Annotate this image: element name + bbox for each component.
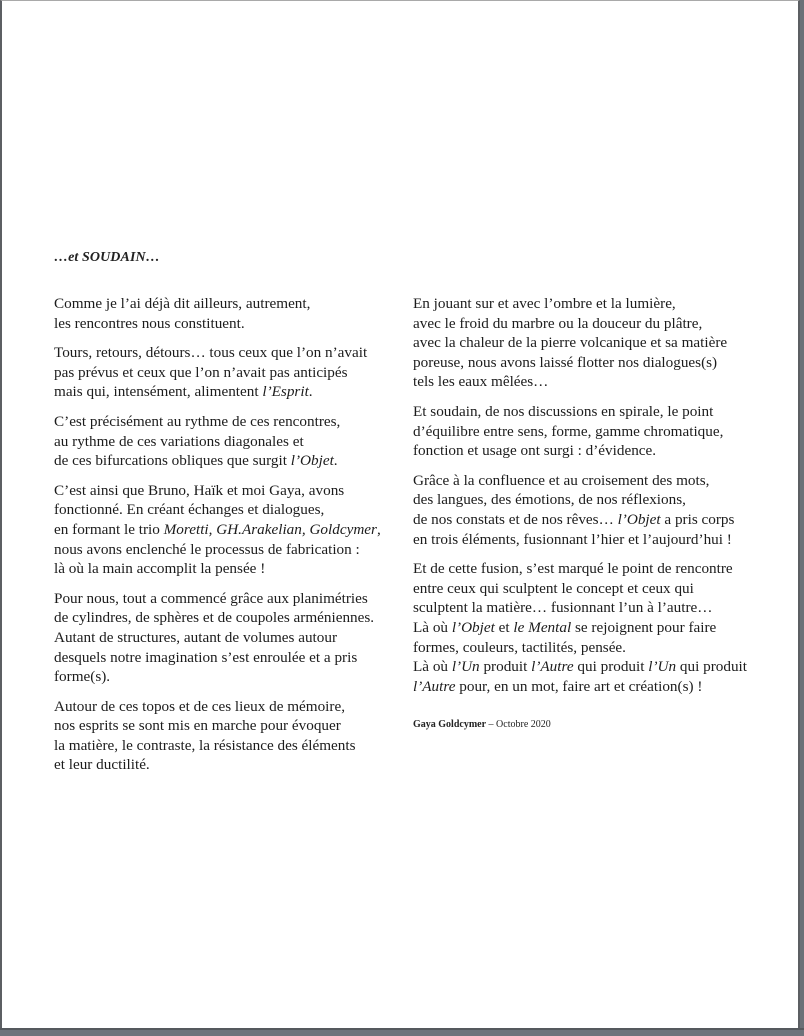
text-run: au rythme de ces variations diagonales et bbox=[54, 432, 304, 450]
paragraph bbox=[54, 481, 404, 579]
text-line bbox=[413, 598, 763, 618]
text-run: de ces bifurcations obliques que surgit bbox=[54, 452, 291, 470]
text-run: Là où bbox=[413, 658, 452, 676]
signature-name: Gaya Goldcymer bbox=[413, 719, 487, 731]
text-run: qui produit bbox=[676, 658, 747, 676]
text-line bbox=[54, 540, 404, 560]
text-run: Tours, retours, détours… tous ceux que l’on n’avait bbox=[54, 344, 368, 362]
text-line bbox=[413, 314, 763, 334]
text-run: a pris corps bbox=[660, 510, 735, 528]
text-run: avec la chaleur de la pierre volcanique et sa matière bbox=[413, 334, 728, 352]
viewer-bottom-edge bbox=[0, 1028, 804, 1036]
text-line bbox=[54, 716, 404, 736]
text-run: de nos constats et de nos rêves… bbox=[413, 510, 618, 528]
text-run: C’est précisément au rythme de ces rencontres, bbox=[54, 412, 341, 430]
left-column bbox=[54, 294, 404, 785]
text-run: entre ceux qui sculptent le concept et ceux qui bbox=[413, 579, 694, 597]
paragraph bbox=[413, 559, 763, 696]
text-run: et bbox=[494, 618, 514, 636]
text-run: desquels notre imagination s’est enroulée et a pris bbox=[54, 648, 358, 666]
text-line bbox=[413, 333, 763, 353]
paragraph bbox=[54, 697, 404, 775]
text-run: sculptent la matière… fusionnant l’un à l’autre… bbox=[413, 599, 713, 617]
paragraph bbox=[413, 402, 763, 461]
text-run: forme(s). bbox=[54, 668, 111, 686]
right-column bbox=[413, 294, 763, 735]
text-run: En jouant sur et avec l’ombre et la lumière, bbox=[413, 295, 676, 312]
text-run: la matière, le contraste, la résistance des éléments bbox=[54, 736, 356, 754]
text-run: fonction et usage ont surgi : d’évidence. bbox=[413, 442, 657, 460]
text-run: Autant de structures, autant de volumes autour bbox=[54, 628, 338, 646]
signature bbox=[413, 715, 763, 735]
paragraph bbox=[54, 343, 404, 402]
text-line bbox=[413, 294, 763, 314]
text-line bbox=[54, 451, 404, 471]
text-line bbox=[413, 677, 763, 697]
text-run: se rejoignent pour faire bbox=[571, 618, 717, 636]
text-run: pas prévus et ceux que l’on n’avait pas anticipés bbox=[54, 363, 348, 381]
italic-text: Moretti, GH.Arakelian, Goldcymer bbox=[163, 520, 377, 538]
text-line bbox=[413, 657, 763, 677]
text-run: d’équilibre entre sens, forme, gamme chromatique, bbox=[413, 422, 724, 440]
italic-text: l’Un bbox=[648, 658, 677, 676]
paragraph bbox=[54, 412, 404, 471]
text-line bbox=[413, 559, 763, 579]
text-run: C’est ainsi que Bruno, Haïk et moi Gaya, avons bbox=[54, 481, 345, 499]
text-line bbox=[413, 372, 763, 392]
text-line bbox=[54, 628, 404, 648]
italic-text: le Mental bbox=[513, 618, 572, 636]
text-line bbox=[54, 559, 404, 579]
text-line bbox=[413, 422, 763, 442]
text-run: formes, couleurs, tactilités, pensée. bbox=[413, 638, 626, 656]
text-line bbox=[54, 412, 404, 432]
text-run: , bbox=[376, 520, 381, 538]
text-run: Là où bbox=[413, 618, 452, 636]
signature-date: Octobre 2020 bbox=[496, 719, 551, 731]
text-run: poreuse, nous avons laissé flotter nos dialogues(s) bbox=[413, 353, 718, 371]
text-line bbox=[413, 510, 763, 530]
text-line bbox=[413, 471, 763, 491]
text-line bbox=[413, 638, 763, 658]
text-line bbox=[54, 432, 404, 452]
text-line bbox=[54, 697, 404, 717]
text-line bbox=[54, 755, 404, 775]
paragraph bbox=[54, 589, 404, 687]
text-run: de cylindres, de sphères et de coupoles arméniennes. bbox=[54, 609, 375, 627]
text-run: pour, en un mot, faire art et création(s) ! bbox=[455, 677, 703, 695]
text-line bbox=[413, 579, 763, 599]
text-line bbox=[54, 736, 404, 756]
text-line bbox=[54, 648, 404, 668]
text-run: Comme je l’ai déjà dit ailleurs, autrement, bbox=[54, 295, 311, 312]
text-run: nous avons enclenché le processus de fabrication : bbox=[54, 540, 360, 558]
text-run: des langues, des émotions, de nos réflexions, bbox=[413, 491, 686, 509]
text-run: mais qui, intensément, alimentent bbox=[54, 383, 263, 401]
text-line bbox=[54, 667, 404, 687]
document-heading: …et SOUDAIN… bbox=[54, 250, 160, 265]
text-run: Autour de ces topos et de ces lieux de mémoire, bbox=[54, 697, 346, 715]
text-run: qui produit bbox=[573, 658, 649, 676]
text-line bbox=[54, 314, 404, 334]
text-run: en trois éléments, fusionnant l’hier et l’aujourd’hui ! bbox=[413, 530, 732, 548]
text-line bbox=[413, 353, 763, 373]
italic-text: l’Esprit bbox=[262, 383, 309, 401]
italic-text: l’Autre bbox=[531, 658, 574, 676]
italic-text: l’Objet bbox=[290, 452, 334, 470]
text-run: nos esprits se sont mis en marche pour évoquer bbox=[54, 717, 341, 735]
text-run: en formant le trio bbox=[54, 520, 164, 538]
text-line bbox=[54, 608, 404, 628]
text-line bbox=[54, 294, 404, 314]
text-line bbox=[54, 382, 404, 402]
text-line bbox=[413, 441, 763, 461]
italic-text: l’Autre bbox=[413, 677, 456, 695]
text-run: les rencontres nous constituent. bbox=[54, 314, 245, 332]
text-run: Et de cette fusion, s’est marqué le point de rencontre bbox=[413, 560, 733, 578]
signature-separator: – bbox=[486, 719, 497, 731]
text-line bbox=[54, 481, 404, 501]
text-line bbox=[54, 520, 404, 540]
text-line bbox=[413, 402, 763, 422]
text-run: . bbox=[308, 383, 313, 401]
text-run: tels les eaux mêlées… bbox=[413, 373, 549, 391]
text-line bbox=[413, 618, 763, 638]
text-run: Pour nous, tout a commencé grâce aux planimétries bbox=[54, 589, 368, 607]
text-run: produit bbox=[479, 658, 532, 676]
italic-text: l’Objet bbox=[617, 510, 661, 528]
text-line bbox=[413, 530, 763, 550]
paragraph bbox=[413, 471, 763, 549]
text-run: là où la main accomplit la pensée ! bbox=[54, 560, 266, 578]
text-run: avec le froid du marbre ou la douceur du plâtre, bbox=[413, 314, 703, 332]
text-run: fonctionné. En créant échanges et dialogues, bbox=[54, 501, 325, 519]
text-line bbox=[54, 500, 404, 520]
text-run: Grâce à la confluence et au croisement des mots, bbox=[413, 471, 710, 489]
right-column-paragraphs bbox=[413, 294, 763, 696]
italic-text: l’Objet bbox=[451, 618, 495, 636]
text-run: . bbox=[333, 452, 338, 470]
text-run: et leur ductilité. bbox=[54, 756, 150, 774]
text-line bbox=[54, 343, 404, 363]
italic-text: l’Un bbox=[451, 658, 480, 676]
text-run: Et soudain, de nos discussions en spirale, le point bbox=[413, 402, 714, 420]
paragraph bbox=[413, 294, 763, 392]
text-line bbox=[54, 589, 404, 609]
text-line bbox=[54, 363, 404, 383]
text-line bbox=[413, 490, 763, 510]
paragraph bbox=[54, 294, 404, 333]
